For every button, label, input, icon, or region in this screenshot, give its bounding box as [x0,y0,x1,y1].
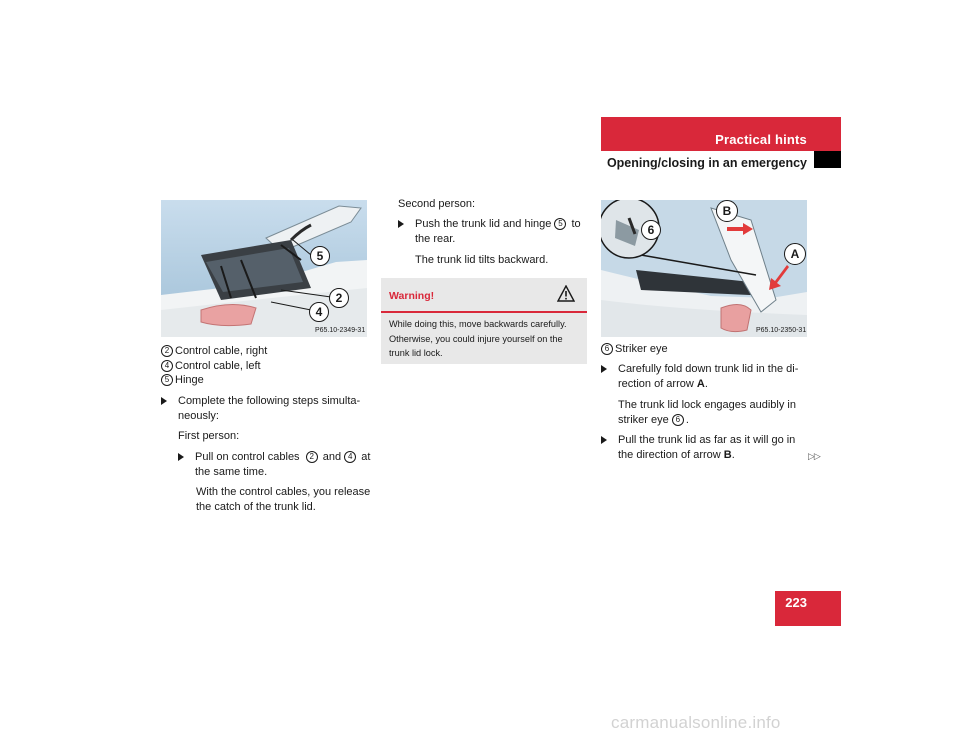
figure-trunk-lid [601,200,807,337]
first-person-label: First person: [178,430,240,442]
callout-A: A [784,243,806,265]
warning-divider [381,311,587,313]
tilts-note: The trunk lid tilts backward. [415,254,549,266]
bullet-arrow-icon [398,220,404,228]
figure-trunk-cables [161,200,367,337]
callout-6: 6 [641,220,661,240]
footer-watermark: carmanualsonline.info [611,713,781,732]
step-pull-lid: Pull the trunk lid as far as it will go in the direction of arrow B. [601,433,823,462]
callout-2: 2 [329,288,349,308]
subsection-title: Opening/closing in an emergency [606,156,807,170]
step-fold-down: Carefully fold down trunk lid in the di- rection of arrow A. [601,362,823,391]
warning-text: While doing this, move backwards carefully. Otherwise, you could injure yourself on the trunk lid lock. [389,319,567,359]
bullet-arrow-icon [161,397,167,405]
legend-num: 6 [601,343,613,355]
bullet-arrow-icon [601,436,607,444]
step-pull-cables: Pull on control cables 2 and 4 at the same time. [178,450,390,479]
trunk-lid-illustration [601,200,807,337]
section-title: Practical hints [715,132,807,147]
legend-item: 5 Hinge [161,373,371,388]
legend-item: 2 Control cable, right [161,344,371,359]
figure-code: P65.10-2350-31 [756,327,807,334]
trunk-cables-illustration [161,200,367,337]
warning-title: Warning! [389,290,435,302]
warning-triangle-icon [557,285,575,302]
callout-5: 5 [310,246,330,266]
cables-note: With the control cables, you release the catch of the trunk lid. [196,486,371,513]
legend-item: 4 Control cable, left [161,359,371,374]
callout-B: B [716,200,738,222]
legend-num: 2 [161,345,173,357]
legend-num: 4 [161,360,173,372]
page-number: 223 [785,595,807,610]
legend-list [161,344,371,388]
lock-note: The trunk lid lock engages audibly in striker eye 6 . [618,399,796,426]
callout-4: 4 [309,302,329,322]
continued-icon: ▷▷ [808,451,820,461]
figure-code: P65.10-2349-31 [315,327,366,334]
step-simultaneous: Complete the following steps simulta- neously: [161,394,390,423]
legend-item: 6 Striker eye [601,342,668,357]
second-person-label: Second person: [398,198,476,210]
bullet-arrow-icon [178,453,184,461]
step-push-lid: Push the trunk lid and hinge 5 to the rear. [398,217,605,246]
legend-num: 5 [161,374,173,386]
bullet-arrow-icon [601,365,607,373]
header-black-tab [814,151,841,168]
